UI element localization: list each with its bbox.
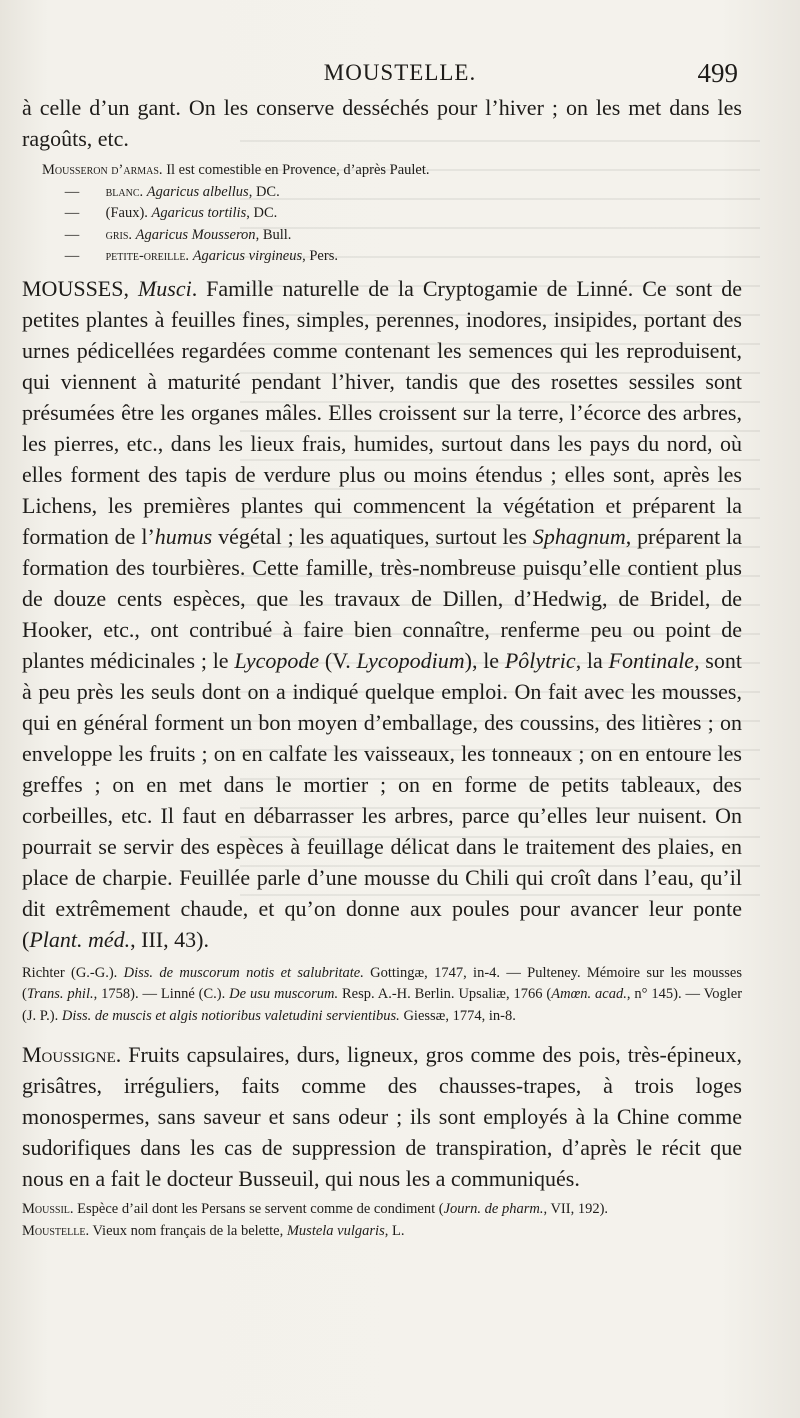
variety-latin: Agaricus Mousseron (135, 226, 256, 243)
ref-title: Amœn. acad. (551, 986, 627, 1002)
entry-mousses: MOUSSES, Musci. Famille naturelle de la Cryptogamie de Linné. Ce sont de petites plantes à feuilles fines, simples, perennes, inodores, insipides, portant des urnes pédicellées regardées comme contenant les semences qui les reproduisent, qui viennent à maturité pendant l’hiver, tandis que des rosettes sessiles sont présumées être les organes mâles. Elles croissent sur la terre, l’écorce des arbres, les pierres, etc., dans les lieux frais, humides, surtout dans les pays du nord, où elles forment des tapis de verdure plus ou moins étendus ; elles sont, après les Lichens, les premières plantes qui commencent la végétation et préparent la formation de l’humus végétal ; les aquatiques, surtout les Sphagnum, préparent la formation des tourbières. Cette famille, très-nombreuse puisqu’elle contient plus de douze cents espèces, que les travaux de Dillen, d’Hedwig, de Bridel, de Hooker, etc., ont contribué à faire bien connaître, renferme peu ou point de plantes médicinales ; le Lycopode (V. Lycopodium), le Pôlytric, la Fontinale, sont à peu près les seuls dont on a indiqué quelque emploi. On fait avec les mousses, qui en général forment un bon moyen d’emballage, des coussins, des litières ; on enveloppe les fruits ; on en calfate les vaisseaux, les tonneaux ; on en entoure les greffes ; on en met dans le mortier ; on en forme de petits tableaux, des corbeilles, etc. Il faut en débarrasser les arbres, parce qu’elles leur nuisent. On pourrait se servir des espèces à feuillage délicat dans le traitement des plaies, en place de charpie. Feuillée parle d’une mousse du Chili qui croît dans l’eau, qu’il dit extrêmement chaude, et qu’on donne aux poules pour avancer leur ponte (Plant. méd., III, 43). (22, 275, 742, 952)
moustelle-text: Vieux nom français de la belette, (89, 1222, 287, 1239)
variety-latin: Agaricus tortilis (151, 205, 247, 221)
ref-text: Resp. A.-H. Berlin. Upsaliæ, 1766 ( (338, 986, 552, 1002)
term-humus: humus (154, 523, 213, 549)
bibliography (22, 963, 742, 1028)
moustelle-latin: Mustela vulgaris (286, 1222, 385, 1239)
variety-latin: Agaricus albellus (146, 183, 249, 200)
term-lycopodium: Lycopodium (356, 647, 465, 673)
moussigne-text: Fruits capsulaires, durs, ligneux, gros comme des pois, très-épineux, grisâtres, irréguliers, faits comme des chausses-trapes, à trois loges monospermes, sans saveur et sans odeur ; ils sont employés à la Chine comme sudorifiques dans les cas de suppression de transpiration, d’après le récit que nous en a fait le docteur Busseuil, qui nous les a communiqués. (22, 1042, 742, 1191)
mousses-term: MOUSSES (22, 275, 124, 301)
ref-title: Diss. de muscis et algis notioribus valetudini servientibus. (61, 1007, 400, 1024)
moussil-citation: Journ. de pharm. (443, 1201, 544, 1217)
mousseron-variety (22, 203, 742, 225)
variety-term: blanc. (105, 183, 144, 200)
term-sphagnum: Sphagnum (532, 523, 626, 549)
page-body (22, 92, 742, 1242)
variety-author: , DC. (246, 205, 278, 221)
citation-plant-med: Plant. méd. (29, 926, 131, 952)
ref-text: , 1758). — Linné (C.). (93, 986, 230, 1002)
paragraph-continuation: à celle d’un gant. On les conserve desséchés pour l’hiver ; on les met dans les ragoûts, etc. (22, 95, 742, 151)
term-fontinale: Fontinale, (608, 647, 700, 673)
dash: — (64, 226, 80, 243)
ref-text: Gottingæ, 1747, in-4. — Pulteney. Mémoire sur les mousses ( (22, 964, 742, 1002)
entry-moussigne (22, 1039, 742, 1194)
entry-moustelle (22, 1221, 742, 1243)
mousses-text: , préparent la formation des tourbières. Cette famille, très-nombreuse puisqu’elle contient plus de douze cents espèces, que les travaux de Dillen, d’Hedwig, de Bridel, de Hooker, etc., ont contribué à faire bien connaître, renferme peu ou point de plantes médicinales ; le (22, 523, 742, 673)
dash: — (64, 183, 80, 200)
variety-author: , Pers. (302, 248, 338, 264)
ref-title: De usu muscorum. (229, 986, 339, 1002)
entry-moussil (22, 1199, 742, 1221)
variety-term: petite-oreille. (105, 248, 190, 264)
moussigne-term: Moussigne. (22, 1042, 122, 1067)
mousses-text: , III, 43). (130, 926, 209, 952)
entry-mousseron (22, 160, 742, 268)
variety-author: , DC. (248, 183, 280, 200)
variety-author: , Bull. (255, 226, 292, 243)
mousses-text: . Famille naturelle de la Cryptogamie de Linné. Ce sont de petites plantes à feuilles fines, simples, perennes, inodores, insipides, portant des urnes pédicellées regardées comme contenant les semences qui les reproduisent, qui viennent à maturité pendant l’hiver, tandis que des rosettes sessiles sont présumées être les organes mâles. Elles croissent sur la terre, l’écorce des arbres, les pierres, etc., dans les lieux frais, humides, surtout dans les pays du nord, où elles forment des tapis de verdure plus ou moins étendus ; elles sont, après les Lichens, les premières plantes qui commencent la végétation et préparent la formation de l’ (22, 275, 742, 549)
ref-text: Richter (G.-G.). (22, 964, 124, 981)
moussil-text: Espèce d’ail dont les Persans se servent comme de condiment ( (73, 1201, 444, 1217)
mousseron-term: Mousseron d’armas. (42, 162, 163, 178)
variety-term: (Faux). (105, 205, 148, 221)
mousseron-variety (22, 246, 742, 268)
moustelle-term: Moustelle. (22, 1222, 90, 1239)
ref-text: Giessæ, 1774, in-8. (399, 1007, 516, 1024)
dash: — (64, 248, 80, 264)
mousseron-text: Il est comestible en Provence, d’après Paulet. (166, 162, 430, 178)
mousseron-variety (22, 182, 742, 204)
mousseron-variety (22, 225, 742, 247)
moustelle-text: , L. (384, 1222, 405, 1239)
mousses-latin: Musci (137, 275, 192, 301)
mousses-text: ), le (464, 647, 505, 673)
term-lycopode: Lycopode (234, 647, 320, 673)
ref-text: , n° 145). — Vogler (J. P.). (22, 986, 743, 1024)
ref-title: Trans. phil. (26, 986, 94, 1002)
mousseron-line (22, 160, 742, 182)
moussil-term: Moussil. (22, 1201, 74, 1217)
mousses-text: végétal ; les aquatiques, surtout les (212, 523, 533, 549)
running-head (0, 60, 800, 94)
moussil-text: , VII, 192). (543, 1201, 609, 1217)
ref-title: Diss. de muscorum notis et salubritate. (123, 964, 364, 981)
mousses-text: sont à peu près les seuls dont on a indiqué quelque emploi. On fait avec les mousses, qui en général forment un bon moyen d’emballage, des coussins, des litières ; on enveloppe les fruits ; on en calfate les vaisseaux, les tonneaux ; on en entoure les greffes ; on en met dans le mortier ; on en forme de petits tableaux, des corbeilles, etc. Il faut en débarrasser les arbres, parce qu’elles leur nuisent. On pourrait se servir des espèces à feuillage délicat dans le traitement des plaies, en place de charpie. Feuillée parle d’une mousse du Chili qui croît dans l’eau, qu’il dit extrêmement chaude, et qu’on donne aux poules pour avancer leur ponte ( (22, 647, 742, 952)
variety-term: gris. (105, 226, 133, 243)
dash: — (64, 205, 80, 221)
variety-latin: Agaricus virgineus (192, 248, 303, 264)
page-number: 499 (697, 58, 738, 88)
mousses-text: , la (575, 647, 609, 673)
running-title: MOUSTELLE. (323, 60, 477, 85)
term-polytric: Pôlytric (504, 647, 576, 673)
mousses-text: (V. (319, 647, 357, 673)
